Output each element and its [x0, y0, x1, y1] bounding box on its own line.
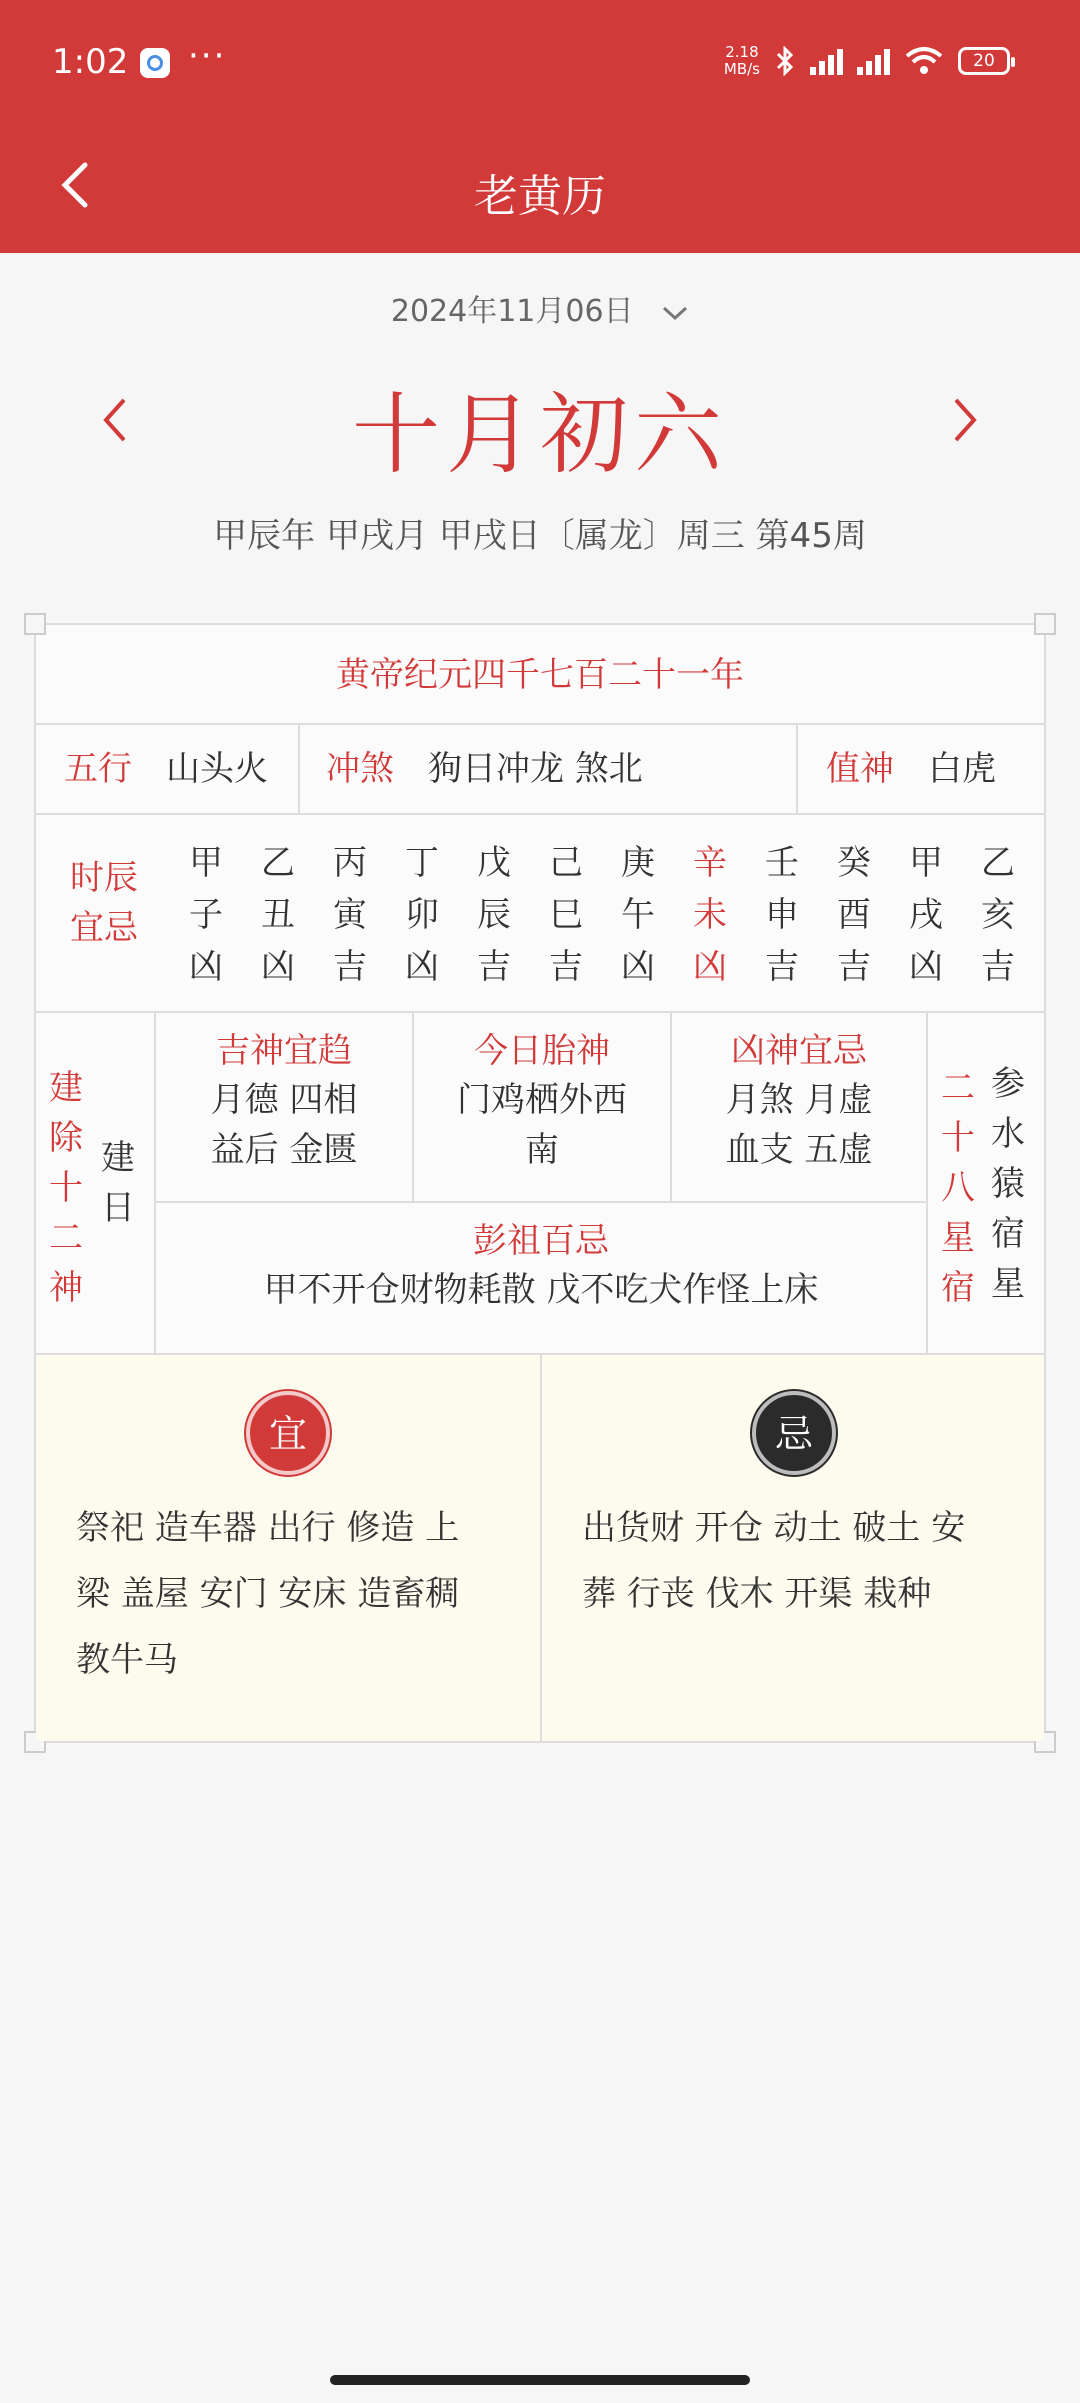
- pengzu-text: 甲不开仓财物耗散 戊不吃犬作怪上床: [263, 1270, 819, 1310]
- wuxing-label: 五行: [64, 749, 132, 789]
- bluetooth-icon: [774, 46, 796, 76]
- taishen-label: 今日胎神: [474, 1031, 610, 1071]
- shichen-col: 丁 卯 凶: [405, 843, 439, 987]
- home-indicator[interactable]: [330, 2375, 750, 2385]
- shichen-label: 时辰 宜忌: [70, 858, 138, 948]
- more-notifications-icon: ···: [188, 36, 227, 76]
- ganzhi-line: 甲辰年 甲戌月 甲戌日〔属龙〕周三 第45周: [213, 516, 867, 556]
- shichen-col: 戊 辰 吉: [477, 843, 511, 987]
- jishen-line: 月德 四相: [210, 1080, 358, 1120]
- wuxing-value: 山头火: [166, 749, 268, 789]
- shichen-col: 癸 酉 吉: [837, 843, 871, 987]
- shen-section: [36, 1013, 1044, 1355]
- xiongshen-box: [672, 1013, 926, 1201]
- status-icons: [724, 44, 1010, 78]
- shichen-row: [36, 815, 1044, 1013]
- zhishen-label: 值神: [826, 749, 894, 789]
- yi-items: 祭祀 造车器 出行 修造 上 梁 盖屋 安门 安床 造畜稠 教牛马: [76, 1508, 460, 1680]
- page-title: 老黄历: [474, 171, 606, 222]
- shichen-col: 乙 丑 凶: [261, 843, 295, 987]
- chongsha-label: 冲煞: [326, 749, 394, 789]
- yiji-section: [36, 1355, 1044, 1741]
- taishen-line: 南: [525, 1130, 559, 1170]
- era-year: 黄帝纪元四千七百二十一年: [36, 625, 1044, 725]
- shichen-col: 壬 申 吉: [765, 843, 799, 987]
- chongsha-value: 狗日冲龙 煞北: [428, 749, 643, 789]
- xiongshen-line: 血支 五虚: [725, 1130, 873, 1170]
- yi-panel: [36, 1355, 540, 1741]
- signal-icon: [857, 47, 890, 75]
- shichen-col: 庚 午 凶: [621, 843, 655, 987]
- wifi-icon: [904, 46, 944, 76]
- taishen-box: [414, 1013, 670, 1201]
- app-notification-icon: [140, 48, 170, 78]
- jishen-label: 吉神宜趋: [216, 1031, 352, 1071]
- jishen-line: 益后 金匮: [210, 1130, 358, 1170]
- pengzu-box: [156, 1203, 926, 1353]
- wuxing-row: [36, 725, 1044, 815]
- battery-icon: 20: [958, 47, 1010, 75]
- status-time: 1:02: [52, 42, 129, 82]
- shichen-col: 丙 寅 吉: [333, 843, 367, 987]
- shichen-col: 甲 戌 凶: [909, 843, 943, 987]
- ji-panel: [542, 1355, 1046, 1741]
- taishen-line: 门鸡栖外西: [457, 1080, 627, 1120]
- ji-badge: 忌: [752, 1391, 836, 1475]
- lunar-date: 十月初六: [351, 383, 728, 486]
- almanac-card: [34, 623, 1046, 1743]
- signal-hd-icon: [810, 47, 843, 75]
- status-bar: [0, 0, 1080, 130]
- chevron-down-icon: [661, 304, 689, 322]
- xiongshen-line: 月煞 月虚: [725, 1080, 873, 1120]
- network-speed: 2.18 MB/s: [723, 43, 760, 78]
- shichen-col-current: 辛 未 凶: [693, 843, 727, 987]
- app-header: [0, 0, 1080, 253]
- date-picker[interactable]: [0, 286, 1080, 330]
- jianchu-value: 建 日: [101, 1138, 135, 1228]
- xiongshen-label: 凶神宜忌: [731, 1031, 867, 1071]
- yi-badge: 宜: [246, 1391, 330, 1475]
- ji-items: 出货财 开仓 动土 破土 安 葬 行丧 伐木 开渠 栽种: [582, 1508, 966, 1614]
- solar-date: 2024年11月06日: [390, 294, 634, 329]
- next-day-arrow-icon[interactable]: [950, 395, 980, 445]
- shichen-col: 乙 亥 吉: [981, 843, 1015, 987]
- xiu-value: 参 水 猿 宿 星: [991, 1064, 1025, 1304]
- jishen-box: [156, 1013, 412, 1201]
- zhishen-value: 白虎: [928, 749, 996, 789]
- xiu-label: 二 十 八 星 宿: [941, 1068, 975, 1308]
- shichen-col: 甲 子 凶: [189, 843, 223, 987]
- jianchu-label: 建 除 十 二 神: [49, 1068, 83, 1308]
- pengzu-label: 彭祖百忌: [473, 1221, 609, 1261]
- shichen-col: 己 巳 吉: [549, 843, 583, 987]
